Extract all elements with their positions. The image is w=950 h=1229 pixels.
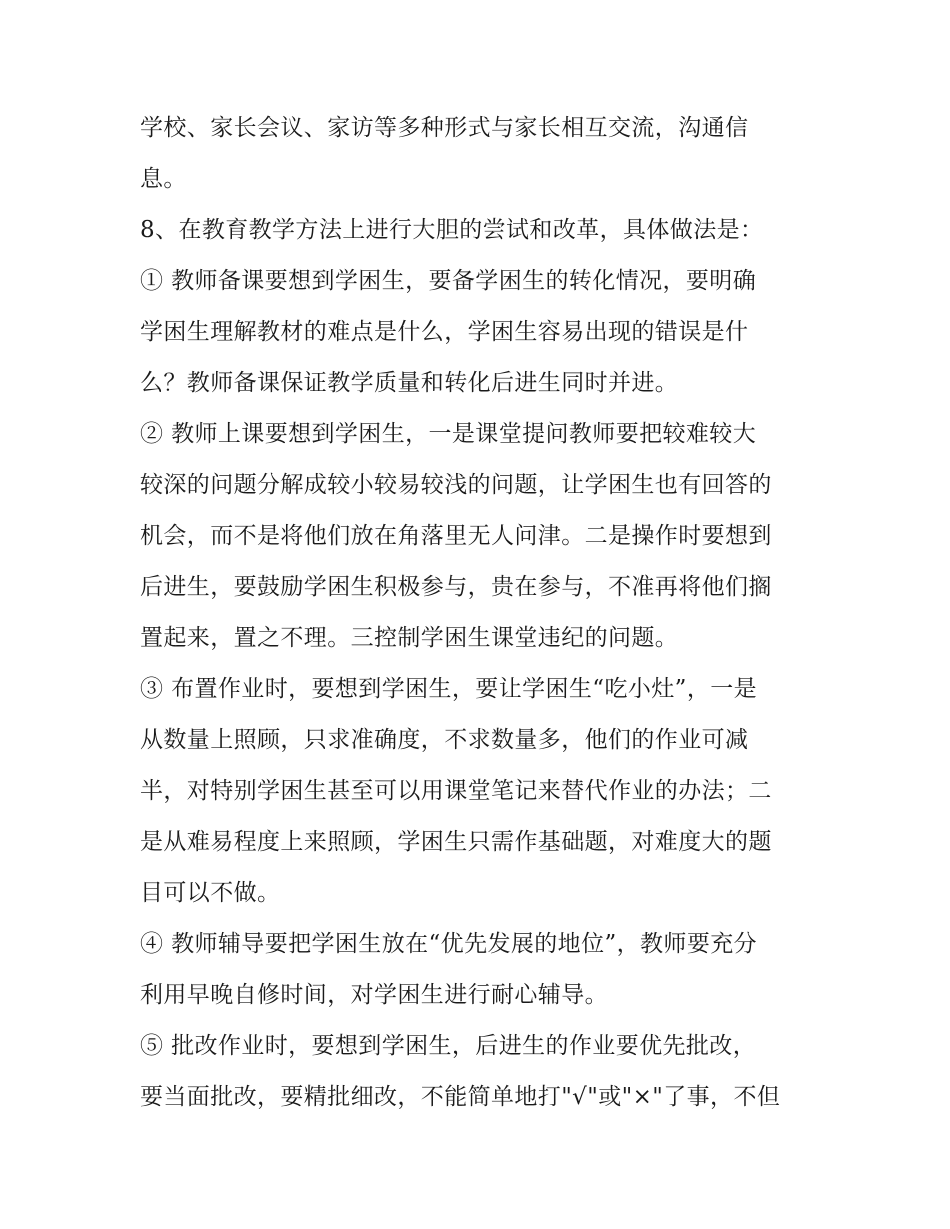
text-line: 利用早晚自修时间，对学困生进行耐心辅导。 [140, 982, 608, 1008]
text-line: 机会，而不是将他们放在角落里无人问津。二是操作时要想到 [140, 523, 772, 549]
text-line: 学困生理解教材的难点是什么，学困生容易出现的错误是什 [140, 319, 749, 345]
text-line: 息。 [140, 166, 187, 192]
text-line: 后进生，要鼓励学困生积极参与，贵在参与，不准再将他们搁 [140, 574, 772, 600]
text-line: ① 教师备课要想到学困生，要备学困生的转化情况，要明确 [140, 268, 757, 294]
section-heading: 8、在教育教学方法上进行大胆的尝试和改革，具体做法是： [140, 217, 764, 243]
text-line: ⑤ 批改作业时，要想到学困生，后进生的作业要优先批改， [140, 1033, 757, 1059]
text-line: 较深的问题分解成较小较易较浅的问题，让学困生也有回答的 [140, 472, 772, 498]
text-line: ③ 布置作业时，要想到学困生，要让学困生“吃小灶”，一是 [140, 676, 758, 702]
text-line: 要当面批改，要精批细改，不能简单地打"√"或"×"了事，不但 [140, 1084, 781, 1110]
document-body [140, 103, 820, 1123]
text-line: 是从难易程度上来照顾，学困生只需作基础题，对难度大的题 [140, 829, 772, 855]
text-line: ④ 教师辅导要把学困生放在“优先发展的地位”，教师要充分 [140, 931, 758, 957]
text-line: 么？教师备课保证教学质量和转化后进生同时并进。 [140, 370, 679, 396]
text-line: ② 教师上课要想到学困生，一是课堂提问教师要把较难较大 [140, 421, 757, 447]
text-line: 从数量上照顾，只求准确度，不求数量多，他们的作业可减 [140, 727, 749, 753]
text-line: 置起来，置之不理。三控制学困生课堂违纪的问题。 [140, 625, 679, 651]
text-line: 学校、家长会议、家访等多种形式与家长相互交流，沟通信 [140, 115, 749, 141]
text-line: 半，对特别学困生甚至可以用课堂笔记来替代作业的办法；二 [140, 778, 772, 804]
text-line: 目可以不做。 [140, 880, 281, 906]
